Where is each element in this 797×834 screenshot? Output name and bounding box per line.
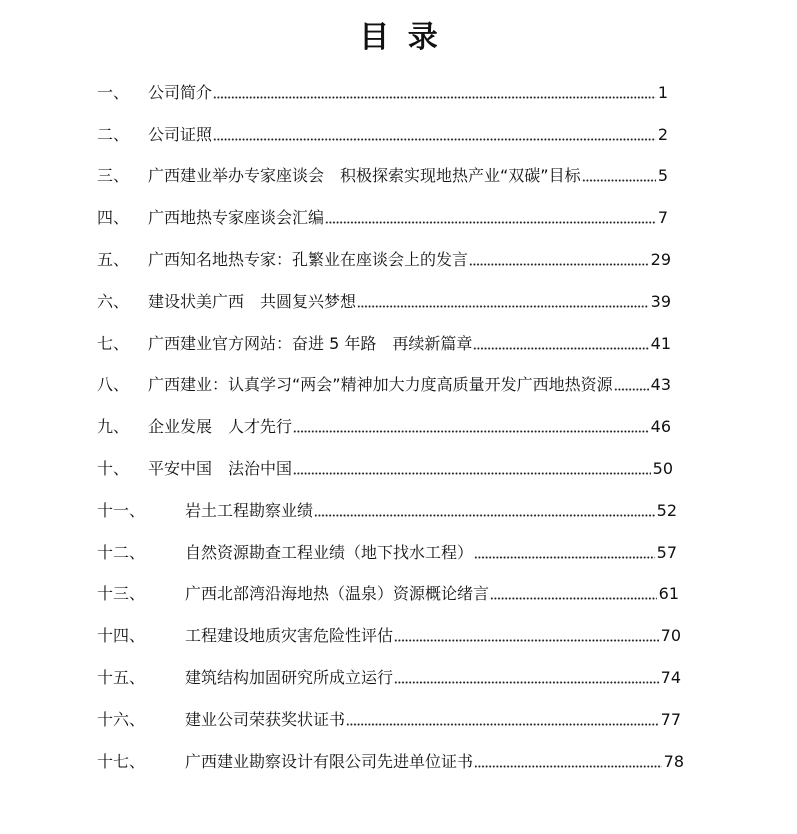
toc-entry — [97, 406, 671, 448]
toc-entry-page: 39 — [650, 291, 671, 311]
dot-leader — [614, 377, 649, 393]
toc-entry-page: 43 — [650, 375, 671, 395]
toc-entry-page: 5 — [657, 166, 668, 186]
toc-entry-number: 四、 — [97, 208, 130, 228]
toc-entry-title: 建业公司荣获奖状证书 — [185, 709, 346, 729]
dot-leader — [473, 336, 648, 352]
toc-entry-page: 74 — [660, 668, 681, 688]
toc-entry-page: 46 — [650, 417, 671, 437]
toc-entry-page: 50 — [652, 459, 673, 479]
toc-entry — [97, 615, 681, 657]
toc-entry-title: 广西地热专家座谈会汇编 — [148, 208, 325, 228]
toc-entry — [97, 574, 679, 616]
toc-entry — [97, 741, 684, 783]
dot-leader — [213, 85, 656, 101]
toc-entry-number: 十六、 — [97, 709, 146, 729]
toc-entry-number: 十五、 — [97, 668, 146, 688]
toc-entry-page: 78 — [663, 751, 684, 771]
toc-entry-title: 工程建设地质灾害危险性评估 — [185, 626, 394, 646]
dot-leader — [346, 712, 659, 728]
toc-entry — [97, 490, 677, 532]
toc-entry-number: 一、 — [97, 82, 130, 102]
toc-entry-number: 七、 — [97, 333, 130, 353]
toc-entry — [97, 532, 677, 574]
toc-entry — [97, 197, 668, 239]
toc-entry-page: 41 — [650, 333, 671, 353]
dot-leader — [394, 670, 659, 686]
toc-heading: 目 录 — [359, 20, 442, 55]
dot-leader — [213, 127, 656, 143]
dot-leader — [293, 419, 649, 435]
toc-entry-number: 十二、 — [97, 542, 146, 562]
toc-entry-title: 自然资源勘查工程业绩（地下找水工程） — [185, 542, 474, 562]
toc-entry-title: 建设状美广西 共圆复兴梦想 — [148, 291, 357, 311]
toc-entry-title: 广西建业勘察设计有限公司先进单位证书 — [185, 751, 474, 771]
toc-entry-title: 企业发展 人才先行 — [148, 417, 293, 437]
dot-leader — [293, 461, 651, 477]
toc-entry-number: 十、 — [97, 459, 130, 479]
toc-entry — [97, 281, 671, 323]
toc-entry-title: 公司证照 — [148, 124, 213, 144]
toc-entry-page: 61 — [658, 584, 679, 604]
toc-entry-page: 7 — [657, 208, 668, 228]
toc-entry-page: 2 — [657, 124, 668, 144]
toc-entry-title: 岩土工程勘察业绩 — [185, 500, 314, 520]
toc-entry-number: 十一、 — [97, 500, 146, 520]
dot-leader — [582, 168, 656, 184]
toc-entry — [97, 239, 671, 281]
toc-entry — [97, 699, 681, 741]
dot-leader — [490, 586, 657, 602]
toc-entry — [97, 114, 668, 156]
toc-entry-number: 十七、 — [97, 751, 146, 771]
toc-entry-title: 平安中国 法治中国 — [148, 459, 293, 479]
toc-entry — [97, 657, 681, 699]
dot-leader — [474, 754, 662, 770]
toc-entry-title: 广西建业举办专家座谈会 积极探索实现地热产业“双碳”目标 — [148, 166, 581, 186]
dot-leader — [469, 252, 649, 268]
toc-entry-page: 70 — [660, 626, 681, 646]
toc-entry-page: 29 — [650, 250, 671, 270]
toc-entry-number: 九、 — [97, 417, 130, 437]
toc-entry-page: 57 — [656, 542, 677, 562]
toc-entry — [97, 323, 671, 365]
toc-entry-number: 十三、 — [97, 584, 146, 604]
toc-entry — [97, 156, 668, 198]
toc-entry — [97, 365, 671, 407]
toc-entry-page: 77 — [660, 709, 681, 729]
toc-entry — [97, 72, 668, 114]
toc-entry-number: 二、 — [97, 124, 130, 144]
dot-leader — [394, 628, 659, 644]
dot-leader — [314, 503, 655, 519]
toc-entry-number: 五、 — [97, 250, 130, 270]
toc-entry-page: 1 — [657, 82, 668, 102]
dot-leader — [474, 545, 655, 561]
toc-entry-number: 六、 — [97, 291, 130, 311]
toc-entry-title: 公司简介 — [148, 82, 213, 102]
toc-entry-title: 建筑结构加固研究所成立运行 — [185, 668, 394, 688]
table-of-contents — [97, 72, 684, 783]
toc-entry-number: 八、 — [97, 375, 130, 395]
dot-leader — [325, 210, 656, 226]
toc-entry-title: 广西建业官方网站：奋进 5 年路 再续新篇章 — [148, 333, 473, 353]
toc-entry-page: 52 — [656, 500, 677, 520]
toc-entry — [97, 448, 673, 490]
toc-entry-title: 广西知名地热专家：孔繁业在座谈会上的发言 — [148, 250, 469, 270]
toc-entry-title: 广西建业：认真学习“两会”精神加大力度高质量开发广西地热资源 — [148, 375, 613, 395]
toc-entry-title: 广西北部湾沿海地热（温泉）资源概论绪言 — [185, 584, 490, 604]
toc-entry-number: 三、 — [97, 166, 130, 186]
toc-entry-number: 十四、 — [97, 626, 146, 646]
dot-leader — [357, 294, 649, 310]
